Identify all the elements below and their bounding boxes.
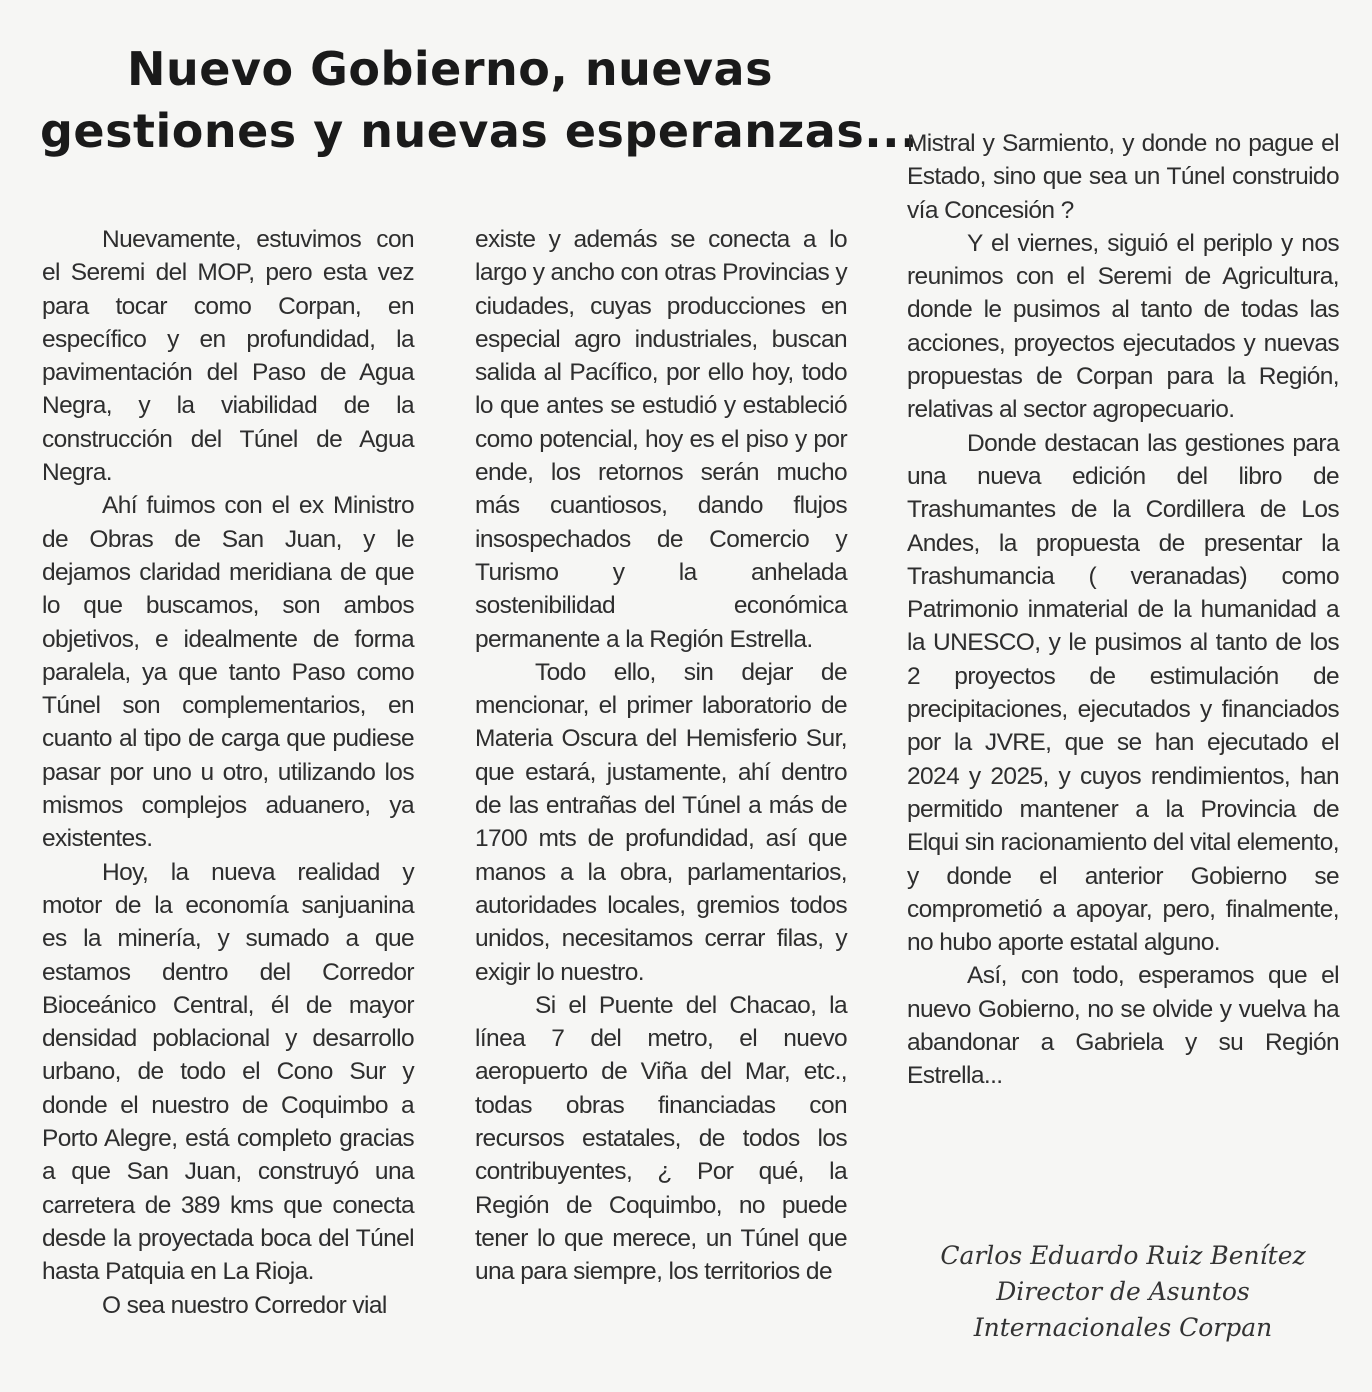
paragraph: O sea nuestro Corredor vial — [102, 1291, 387, 1319]
paragraph: Donde destacan las gestiones para una nueva edición del libro de Trashumantes de la Cordillera de Los Andes, la propuesta de presentar la Trashumancia ( veranadas) como Patrimonio inmaterial de la humanidad a la UNESCO, y le pusimos al tanto de los 2 proyectos de estimulación de precipitaciones, ejecutados y financiados por la JVRE, que se han ejecutado el 2024 y 2025, y cuyos rendimientos, han permitido mantener a la Provincia de Elqui sin racionamiento del vital elemento, y donde el anterior Gobierno se comprometió a apoyar, pero, finalmente, no hubo aporte estatal alguno. — [907, 429, 1339, 957]
paragraph: Hoy, la nueva realidad y motor de la economía sanjuanina es la minería, y sumado a que estamos dentro del Corredor Bioceánico Central, él de mayor densidad poblacional y desarrollo urbano, de todo el Cono Sur y donde el nuestro de Coquimbo a Porto Alegre, está completo gracias a que San Juan, construyó una carretera de 389 kms que conecta desde la proyectada boca del Túnel hasta Patquia en La Rioja. — [42, 858, 414, 1286]
paragraph: Todo ello, sin dejar de mencionar, el primer laboratorio de Materia Oscura del Hemisferio Sur, que estará, justamente, ahí dentro de las entrañas del Túnel a más de 1700 mts de profundidad, así que manos a la obra, parlamentarios, autoridades locales, gremios todos unidos, necesitamos cerrar filas, y exigir lo nuestro. — [475, 658, 847, 986]
column-2 — [475, 223, 847, 1289]
title-line-2: gestiones y nuevas esperanzas... — [40, 104, 919, 158]
paragraph: Si el Puente del Chacao, la línea 7 del metro, el nuevo aeropuerto de Viña del Mar, etc., todas obras financiadas con recursos estatales, de todos los contribuyentes, ¿ Por qué, la Región de Coquimbo, no puede tener lo que merece, un Túnel que una para siempre, los territorios de — [475, 991, 847, 1286]
article-title — [40, 38, 919, 162]
paragraph: Ahí fuimos con el ex Ministro de Obras de San Juan, y le dejamos claridad meridiana de que lo que buscamos, son ambos objetivos, e idealmente de forma paralela, ya que tanto Paso como Túnel son complementarios, en cuanto al tipo de carga que pudiese pasar por uno u otro, utilizando los mismos complejos aduanero, ya existentes. — [42, 492, 414, 853]
paragraph: Así, con todo, esperamos que el nuevo Gobierno, no se olvide y vuelva ha abandonar a Gabriela y su Región Estrella... — [907, 962, 1339, 1090]
paragraph: existe y además se conecta a lo largo y ancho con otras Provincias y ciudades, cuyas producciones en especial agro industriales, buscan salida al Pacífico, por ello hoy, todo lo que antes se estudió y estableció como potencial, hoy es el piso y por ende, los retornos serán mucho más cuantiosos, dando flujos insospechados de Comercio y Turismo y la anhelada sostenibilidad económica permanente a la Región Estrella. — [475, 226, 847, 653]
paragraph: Mistral y Sarmiento, y donde no pague el Estado, sino que sea un Túnel construido vía Concesión ? — [907, 130, 1339, 224]
author-role-line-1: Director de Asuntos — [996, 1277, 1250, 1306]
paragraph: Y el viernes, siguió el periplo y nos reunimos con el Seremi de Agricultura, donde le pusimos al tanto de todas las acciones, proyectos ejecutados y nuevas propuestas de Corpan para la Región, relativas al sector agropecuario. — [907, 229, 1339, 424]
author-role-line-2: Internacionales Corpan — [973, 1313, 1273, 1342]
author-signature — [900, 1238, 1346, 1346]
column-3 — [907, 127, 1339, 1093]
paragraph: Nuevamente, estuvimos con el Seremi del MOP, pero esta vez para tocar como Corpan, en específico y en profundidad, la pavimentación del Paso de Agua Negra, y la viabilidad de la construcción del Túnel de Agua Negra. — [42, 226, 414, 487]
column-1 — [42, 223, 414, 1322]
title-line-1: Nuevo Gobierno, nuevas — [127, 42, 773, 96]
author-name: Carlos Eduardo Ruiz Benítez — [940, 1241, 1306, 1270]
